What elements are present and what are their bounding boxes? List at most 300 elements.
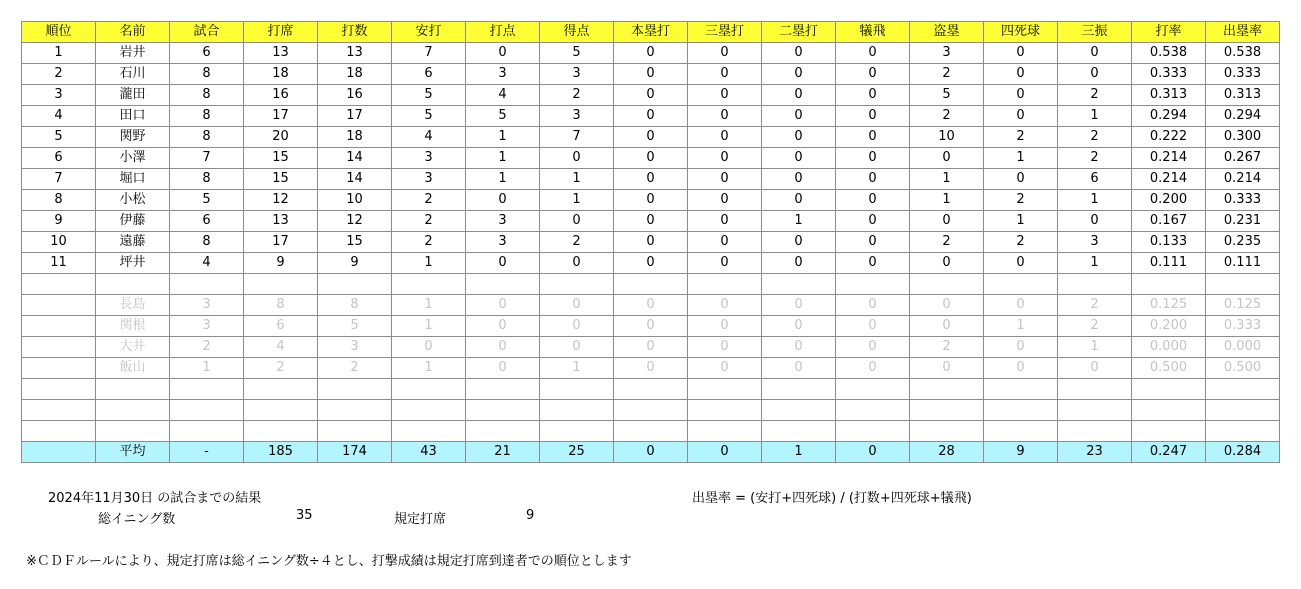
table-cell: 5 bbox=[318, 316, 392, 337]
table-cell: 関根 bbox=[96, 316, 170, 337]
table-cell bbox=[1206, 400, 1280, 421]
table-row bbox=[22, 106, 1280, 127]
table-cell: 0 bbox=[910, 316, 984, 337]
table-cell: 9 bbox=[244, 253, 318, 274]
table-cell: 1 bbox=[762, 442, 836, 463]
empty-row bbox=[22, 379, 1280, 400]
table-cell: 0 bbox=[836, 295, 910, 316]
table-cell: 長島 bbox=[96, 295, 170, 316]
column-header: 三振 bbox=[1058, 22, 1132, 43]
nonqualified-row bbox=[22, 316, 1280, 337]
table-cell: 0 bbox=[688, 211, 762, 232]
table-cell: 0.111 bbox=[1132, 253, 1206, 274]
table-row bbox=[22, 148, 1280, 169]
table-cell: 15 bbox=[318, 232, 392, 253]
table-cell: 14 bbox=[318, 169, 392, 190]
cdf-rule-note: ※ＣＤＦルールにより、規定打席は総イニング数÷４とし、打撃成績は規定打席到達者での順位とします bbox=[26, 554, 632, 569]
table-cell: 0 bbox=[688, 358, 762, 379]
table-cell bbox=[762, 400, 836, 421]
table-cell: 0 bbox=[984, 253, 1058, 274]
table-cell: 12 bbox=[244, 190, 318, 211]
table-cell: 0 bbox=[614, 358, 688, 379]
table-cell: 8 bbox=[170, 64, 244, 85]
table-cell: 8 bbox=[170, 85, 244, 106]
table-cell: 0 bbox=[466, 43, 540, 64]
table-cell bbox=[540, 379, 614, 400]
table-cell: 8 bbox=[22, 190, 96, 211]
table-cell: 0 bbox=[836, 85, 910, 106]
table-cell: 1 bbox=[170, 358, 244, 379]
table-cell bbox=[96, 421, 170, 442]
table-cell: 0.214 bbox=[1132, 169, 1206, 190]
table-cell: 1 bbox=[466, 169, 540, 190]
table-cell bbox=[540, 400, 614, 421]
table-cell: 8 bbox=[244, 295, 318, 316]
table-cell: 0.538 bbox=[1206, 43, 1280, 64]
table-cell: 17 bbox=[244, 232, 318, 253]
table-cell bbox=[1132, 421, 1206, 442]
table-cell: 16 bbox=[318, 85, 392, 106]
table-cell: 田口 bbox=[96, 106, 170, 127]
table-cell bbox=[244, 379, 318, 400]
table-cell bbox=[22, 316, 96, 337]
required-pa-label: 規定打席 bbox=[394, 512, 447, 527]
column-header: 名前 bbox=[96, 22, 170, 43]
table-cell: 20 bbox=[244, 127, 318, 148]
table-cell: 0 bbox=[836, 169, 910, 190]
table-cell: 13 bbox=[244, 211, 318, 232]
table-cell: 0 bbox=[762, 85, 836, 106]
column-header: 打率 bbox=[1132, 22, 1206, 43]
table-cell bbox=[614, 421, 688, 442]
table-cell: 0.222 bbox=[1132, 127, 1206, 148]
table-cell: 3 bbox=[910, 43, 984, 64]
table-cell: 0 bbox=[688, 253, 762, 274]
table-cell: 6 bbox=[170, 211, 244, 232]
table-cell: 0 bbox=[614, 442, 688, 463]
table-cell: 2 bbox=[910, 232, 984, 253]
table-cell: 0 bbox=[614, 295, 688, 316]
table-row bbox=[22, 43, 1280, 64]
table-cell: 18 bbox=[318, 64, 392, 85]
total-innings-label: 総イニング数 bbox=[98, 512, 176, 527]
table-cell: 0 bbox=[984, 43, 1058, 64]
table-cell bbox=[688, 400, 762, 421]
column-header: 打点 bbox=[466, 22, 540, 43]
table-cell: 瀧田 bbox=[96, 85, 170, 106]
table-cell bbox=[836, 274, 910, 295]
table-cell: 0 bbox=[762, 43, 836, 64]
table-row bbox=[22, 253, 1280, 274]
table-cell: 0 bbox=[762, 148, 836, 169]
table-cell: 2 bbox=[910, 337, 984, 358]
table-cell bbox=[466, 379, 540, 400]
column-header: 得点 bbox=[540, 22, 614, 43]
table-cell bbox=[1058, 400, 1132, 421]
table-cell: 1 bbox=[466, 148, 540, 169]
table-cell: 2 bbox=[910, 64, 984, 85]
table-cell: 0 bbox=[984, 106, 1058, 127]
table-cell: 大井 bbox=[96, 337, 170, 358]
table-cell bbox=[614, 379, 688, 400]
column-header: 三塁打 bbox=[688, 22, 762, 43]
table-cell: 17 bbox=[244, 106, 318, 127]
table-cell: 2 bbox=[392, 211, 466, 232]
table-cell: 3 bbox=[170, 316, 244, 337]
table-row bbox=[22, 169, 1280, 190]
table-cell bbox=[170, 400, 244, 421]
table-cell: 4 bbox=[22, 106, 96, 127]
table-cell: 2 bbox=[1058, 316, 1132, 337]
table-cell: 0 bbox=[688, 316, 762, 337]
table-cell: 174 bbox=[318, 442, 392, 463]
table-cell: 1 bbox=[392, 253, 466, 274]
table-cell: 1 bbox=[1058, 190, 1132, 211]
column-header: 本塁打 bbox=[614, 22, 688, 43]
table-cell: 0 bbox=[614, 64, 688, 85]
table-cell: 5 bbox=[392, 85, 466, 106]
table-cell bbox=[170, 274, 244, 295]
table-cell: 185 bbox=[244, 442, 318, 463]
table-cell bbox=[984, 379, 1058, 400]
table-cell: 0 bbox=[614, 106, 688, 127]
column-header: 試合 bbox=[170, 22, 244, 43]
table-cell bbox=[836, 421, 910, 442]
table-cell: 0 bbox=[688, 85, 762, 106]
table-cell: 5 bbox=[466, 106, 540, 127]
table-cell: 0 bbox=[836, 64, 910, 85]
table-cell: 2 bbox=[910, 106, 984, 127]
table-cell: 0 bbox=[466, 190, 540, 211]
table-cell: 7 bbox=[170, 148, 244, 169]
table-cell: 2 bbox=[984, 127, 1058, 148]
table-cell: 11 bbox=[22, 253, 96, 274]
table-cell bbox=[170, 421, 244, 442]
table-cell: 0.500 bbox=[1206, 358, 1280, 379]
nonqualified-row bbox=[22, 295, 1280, 316]
table-cell: 1 bbox=[984, 316, 1058, 337]
table-cell: 石川 bbox=[96, 64, 170, 85]
table-cell: 25 bbox=[540, 442, 614, 463]
table-cell bbox=[910, 274, 984, 295]
table-cell bbox=[910, 379, 984, 400]
table-cell: 関野 bbox=[96, 127, 170, 148]
table-cell: 堀口 bbox=[96, 169, 170, 190]
table-cell bbox=[540, 421, 614, 442]
table-cell: 0 bbox=[392, 337, 466, 358]
table-cell: 8 bbox=[170, 169, 244, 190]
table-cell bbox=[96, 400, 170, 421]
table-cell: 8 bbox=[318, 295, 392, 316]
table-cell: 3 bbox=[540, 64, 614, 85]
table-cell: 7 bbox=[22, 169, 96, 190]
table-cell: 5 bbox=[540, 43, 614, 64]
table-cell: 0 bbox=[762, 358, 836, 379]
table-cell: 岩井 bbox=[96, 43, 170, 64]
table-cell: 1 bbox=[540, 358, 614, 379]
table-cell: 0.313 bbox=[1132, 85, 1206, 106]
table-cell bbox=[22, 442, 96, 463]
table-cell bbox=[1206, 379, 1280, 400]
table-cell: 0.538 bbox=[1132, 43, 1206, 64]
table-cell: 0.125 bbox=[1132, 295, 1206, 316]
table-cell: 10 bbox=[318, 190, 392, 211]
table-cell: 0 bbox=[688, 295, 762, 316]
table-cell: 0 bbox=[466, 358, 540, 379]
table-cell: 15 bbox=[244, 148, 318, 169]
table-cell: 3 bbox=[22, 85, 96, 106]
table-cell bbox=[22, 379, 96, 400]
table-cell: 0 bbox=[836, 358, 910, 379]
column-header: 打数 bbox=[318, 22, 392, 43]
table-cell: 0 bbox=[688, 232, 762, 253]
table-cell: 6 bbox=[392, 64, 466, 85]
table-cell: 0 bbox=[466, 316, 540, 337]
table-cell: 3 bbox=[466, 64, 540, 85]
table-cell: 小松 bbox=[96, 190, 170, 211]
table-cell: - bbox=[170, 442, 244, 463]
table-cell bbox=[836, 379, 910, 400]
table-cell: 5 bbox=[392, 106, 466, 127]
table-row bbox=[22, 127, 1280, 148]
table-cell: 10 bbox=[910, 127, 984, 148]
table-row bbox=[22, 190, 1280, 211]
table-row bbox=[22, 85, 1280, 106]
table-cell: 0.000 bbox=[1206, 337, 1280, 358]
table-cell: 0 bbox=[1058, 64, 1132, 85]
table-cell: 1 bbox=[22, 43, 96, 64]
table-cell bbox=[318, 400, 392, 421]
table-cell: 0 bbox=[614, 127, 688, 148]
table-cell bbox=[688, 274, 762, 295]
table-cell: 17 bbox=[318, 106, 392, 127]
table-cell bbox=[614, 400, 688, 421]
table-cell: 0 bbox=[1058, 43, 1132, 64]
table-cell: 0.300 bbox=[1206, 127, 1280, 148]
table-cell: 0.200 bbox=[1132, 316, 1206, 337]
table-cell: 2 bbox=[392, 232, 466, 253]
table-cell: 0 bbox=[540, 316, 614, 337]
table-cell: 0 bbox=[836, 106, 910, 127]
table-cell: 1 bbox=[540, 190, 614, 211]
table-cell bbox=[392, 421, 466, 442]
table-cell: 0.500 bbox=[1132, 358, 1206, 379]
table-cell: 3 bbox=[466, 211, 540, 232]
table-cell: 13 bbox=[318, 43, 392, 64]
table-cell bbox=[762, 274, 836, 295]
table-cell: 21 bbox=[466, 442, 540, 463]
table-cell bbox=[22, 274, 96, 295]
table-cell: 1 bbox=[540, 169, 614, 190]
table-cell: 4 bbox=[392, 127, 466, 148]
table-cell: 0 bbox=[762, 169, 836, 190]
table-cell: 0 bbox=[836, 43, 910, 64]
table-cell: 2 bbox=[1058, 127, 1132, 148]
total-innings-value: 35 bbox=[296, 508, 313, 523]
table-cell: 16 bbox=[244, 85, 318, 106]
table-cell: 0 bbox=[910, 358, 984, 379]
table-cell bbox=[22, 421, 96, 442]
table-cell bbox=[22, 337, 96, 358]
table-cell: 2 bbox=[318, 358, 392, 379]
table-cell: 伊藤 bbox=[96, 211, 170, 232]
table-cell: 0 bbox=[614, 85, 688, 106]
table-cell: 6 bbox=[1058, 169, 1132, 190]
table-cell: 1 bbox=[1058, 106, 1132, 127]
table-cell: 6 bbox=[22, 148, 96, 169]
table-cell: 0.231 bbox=[1206, 211, 1280, 232]
table-cell bbox=[910, 421, 984, 442]
table-row bbox=[22, 232, 1280, 253]
table-cell bbox=[244, 274, 318, 295]
table-cell bbox=[244, 421, 318, 442]
table-cell: 0 bbox=[1058, 358, 1132, 379]
table-cell: 0 bbox=[836, 190, 910, 211]
required-pa-value: 9 bbox=[526, 508, 535, 523]
table-cell: 0 bbox=[614, 211, 688, 232]
table-cell bbox=[688, 421, 762, 442]
table-cell: 0 bbox=[762, 316, 836, 337]
table-cell bbox=[1058, 379, 1132, 400]
table-cell: 0 bbox=[984, 169, 1058, 190]
table-cell: 遠藤 bbox=[96, 232, 170, 253]
table-cell bbox=[614, 274, 688, 295]
table-row bbox=[22, 64, 1280, 85]
table-cell bbox=[1132, 379, 1206, 400]
table-cell: 28 bbox=[910, 442, 984, 463]
table-cell: 1 bbox=[984, 148, 1058, 169]
table-cell: 4 bbox=[466, 85, 540, 106]
table-cell: 0 bbox=[540, 253, 614, 274]
table-cell: 0.294 bbox=[1132, 106, 1206, 127]
table-cell: 0 bbox=[540, 148, 614, 169]
table-cell: 9 bbox=[22, 211, 96, 232]
table-cell: 0 bbox=[836, 148, 910, 169]
table-cell: 坪井 bbox=[96, 253, 170, 274]
table-cell: 9 bbox=[318, 253, 392, 274]
table-cell: 0 bbox=[1058, 211, 1132, 232]
column-header: 盗塁 bbox=[910, 22, 984, 43]
table-cell: 4 bbox=[170, 253, 244, 274]
table-cell bbox=[984, 400, 1058, 421]
result-date-note: 2024年11月30日 の試合までの結果 bbox=[48, 491, 262, 506]
table-cell bbox=[1058, 421, 1132, 442]
table-cell: 18 bbox=[318, 127, 392, 148]
table-cell: 0.247 bbox=[1132, 442, 1206, 463]
table-cell: 0 bbox=[688, 43, 762, 64]
table-cell: 0.125 bbox=[1206, 295, 1280, 316]
table-cell bbox=[392, 274, 466, 295]
table-cell bbox=[466, 421, 540, 442]
table-cell: 14 bbox=[318, 148, 392, 169]
table-cell: 0 bbox=[836, 232, 910, 253]
table-cell bbox=[170, 379, 244, 400]
table-cell: 7 bbox=[392, 43, 466, 64]
table-cell: 0.284 bbox=[1206, 442, 1280, 463]
table-cell: 0.235 bbox=[1206, 232, 1280, 253]
table-cell: 3 bbox=[466, 232, 540, 253]
table-cell bbox=[244, 400, 318, 421]
table-cell bbox=[984, 274, 1058, 295]
table-cell: 1 bbox=[466, 127, 540, 148]
table-cell: 平均 bbox=[96, 442, 170, 463]
table-cell: 8 bbox=[170, 127, 244, 148]
table-cell bbox=[22, 358, 96, 379]
table-cell bbox=[466, 400, 540, 421]
table-cell: 0.111 bbox=[1206, 253, 1280, 274]
table-cell: 0 bbox=[984, 295, 1058, 316]
table-cell: 0 bbox=[836, 316, 910, 337]
table-cell: 0 bbox=[614, 316, 688, 337]
table-cell: 0 bbox=[688, 127, 762, 148]
table-cell: 12 bbox=[318, 211, 392, 232]
table-cell bbox=[318, 274, 392, 295]
table-cell bbox=[984, 421, 1058, 442]
table-cell bbox=[96, 379, 170, 400]
table-cell: 0 bbox=[466, 337, 540, 358]
table-cell bbox=[392, 400, 466, 421]
table-cell: 8 bbox=[170, 232, 244, 253]
table-cell: 18 bbox=[244, 64, 318, 85]
table-cell bbox=[688, 379, 762, 400]
table-cell bbox=[762, 379, 836, 400]
table-cell: 3 bbox=[318, 337, 392, 358]
table-cell: 8 bbox=[170, 106, 244, 127]
table-cell: 0 bbox=[910, 253, 984, 274]
table-cell: 3 bbox=[392, 169, 466, 190]
table-cell bbox=[22, 295, 96, 316]
table-cell: 43 bbox=[392, 442, 466, 463]
table-cell bbox=[96, 274, 170, 295]
table-cell bbox=[392, 379, 466, 400]
table-cell: 6 bbox=[244, 316, 318, 337]
table-cell: 0 bbox=[466, 253, 540, 274]
table-cell: 0 bbox=[540, 211, 614, 232]
table-cell: 2 bbox=[540, 232, 614, 253]
table-cell: 0.333 bbox=[1206, 64, 1280, 85]
table-cell: 2 bbox=[540, 85, 614, 106]
table-cell: 0 bbox=[762, 232, 836, 253]
table-cell: 1 bbox=[392, 358, 466, 379]
table-cell: 小澤 bbox=[96, 148, 170, 169]
table-cell: 0 bbox=[836, 211, 910, 232]
table-cell bbox=[318, 421, 392, 442]
table-cell bbox=[1058, 274, 1132, 295]
table-cell: 0 bbox=[688, 148, 762, 169]
table-cell: 0.214 bbox=[1206, 169, 1280, 190]
table-cell: 0 bbox=[836, 337, 910, 358]
table-cell: 2 bbox=[984, 232, 1058, 253]
table-cell: 15 bbox=[244, 169, 318, 190]
table-cell: 0 bbox=[984, 64, 1058, 85]
table-cell: 0.294 bbox=[1206, 106, 1280, 127]
table-cell bbox=[1206, 421, 1280, 442]
table-cell: 1 bbox=[392, 295, 466, 316]
table-cell: 0.333 bbox=[1206, 190, 1280, 211]
table-cell: 0 bbox=[614, 169, 688, 190]
column-header: 打席 bbox=[244, 22, 318, 43]
table-cell: 飯山 bbox=[96, 358, 170, 379]
table-cell: 0 bbox=[984, 358, 1058, 379]
table-cell: 0 bbox=[466, 295, 540, 316]
table-cell: 3 bbox=[1058, 232, 1132, 253]
table-cell: 0 bbox=[762, 295, 836, 316]
table-cell bbox=[910, 400, 984, 421]
table-cell: 0 bbox=[688, 442, 762, 463]
table-cell: 0 bbox=[614, 232, 688, 253]
table-cell: 5 bbox=[910, 85, 984, 106]
table-cell: 3 bbox=[170, 295, 244, 316]
